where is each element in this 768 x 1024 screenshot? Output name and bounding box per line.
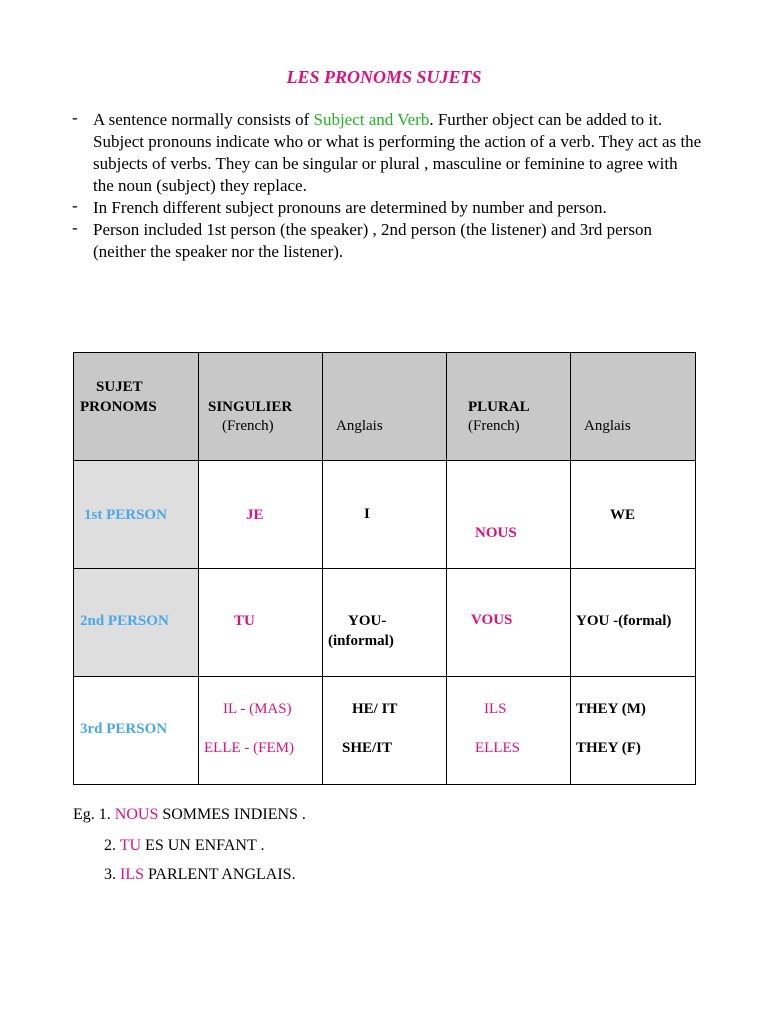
- page-title: LES PRONOMS SUJETS: [286, 67, 482, 87]
- cell-he-she: [323, 677, 447, 785]
- english-she-it: SHE/IT: [342, 740, 393, 756]
- example-3-pronoun: ILS: [120, 866, 144, 883]
- example-1: [73, 806, 306, 824]
- bullet-1-text-a: A sentence normally consists of: [93, 110, 314, 129]
- subject-verb-highlight: Subject and Verb: [313, 110, 430, 129]
- header-anglais-2: [571, 353, 696, 461]
- english-you-informal-line1: YOU-: [348, 613, 387, 629]
- cell-i: [323, 461, 447, 569]
- pronoun-elle: ELLE - (FEM): [204, 740, 294, 756]
- example-1-rest: SOMMES INDIENS .: [158, 806, 306, 823]
- row-label-third-person: [74, 677, 199, 785]
- cell-we: [571, 461, 696, 569]
- bullet-item-2: [72, 197, 702, 219]
- dash-marker: -: [72, 108, 78, 127]
- second-person-label: 2nd PERSON: [80, 613, 169, 629]
- table-row: [74, 569, 696, 677]
- cell-je: [199, 461, 323, 569]
- english-they-f: THEY (F): [576, 740, 641, 756]
- pronoun-table: [73, 352, 696, 785]
- dash-marker: -: [72, 218, 78, 237]
- header-sujet-pronoms: [74, 353, 199, 461]
- pronoun-elles: ELLES: [475, 740, 520, 756]
- english-i: I: [364, 506, 370, 522]
- cell-tu: [199, 569, 323, 677]
- header-anglais-2-label: Anglais: [584, 418, 631, 434]
- english-he-it: HE/ IT: [352, 701, 398, 717]
- cell-they: [571, 677, 696, 785]
- example-3-prefix: 3.: [104, 866, 120, 883]
- header-anglais-1: [323, 353, 447, 461]
- pronoun-je: JE: [246, 507, 264, 523]
- header-singulier-sub: (French): [222, 418, 274, 434]
- english-you-formal: YOU -(formal): [576, 613, 672, 629]
- header-singulier-label: SINGULIER: [208, 399, 293, 415]
- cell-you-formal: [571, 569, 696, 677]
- bullet-item-1: [72, 109, 702, 197]
- header-plural: [447, 353, 571, 461]
- cell-il-elle: [199, 677, 323, 785]
- bullet-1-text-b: . Further object can be added to it. Subject pronouns indicate who or what is performing the action of a verb. They act as the subjects of verbs. They can be singular or plural , masculine or feminine to agree with the noun (subject) they replace.: [93, 110, 702, 195]
- header-plural-label: PLURAL: [468, 399, 530, 415]
- pronoun-nous: NOUS: [475, 525, 517, 541]
- english-you-informal-line2: (informal): [328, 633, 394, 649]
- example-1-prefix: Eg. 1.: [73, 806, 115, 823]
- example-3: [104, 866, 296, 884]
- pronoun-il: IL - (MAS): [223, 701, 292, 717]
- header-sujet: SUJET: [96, 379, 143, 395]
- cell-vous: [447, 569, 571, 677]
- cell-nous: [447, 461, 571, 569]
- example-2-pronoun: TU: [119, 837, 142, 854]
- cell-you-informal: [323, 569, 447, 677]
- table-row: [74, 461, 696, 569]
- example-2-prefix: 2.: [104, 837, 120, 854]
- table-row: [74, 677, 696, 785]
- english-we: WE: [610, 507, 636, 523]
- header-singulier: [199, 353, 323, 461]
- bullet-list: [72, 109, 702, 263]
- example-2: [104, 837, 264, 855]
- table-header-row: [74, 353, 696, 461]
- header-anglais-1-label: Anglais: [336, 418, 383, 434]
- header-plural-sub: (French): [468, 418, 520, 434]
- example-1-pronoun: NOUS: [114, 806, 159, 823]
- example-3-rest: PARLENT ANGLAIS.: [144, 866, 296, 883]
- pronoun-ils: ILS: [484, 701, 507, 717]
- row-label-second-person: [74, 569, 199, 677]
- pronoun-vous: VOUS: [471, 612, 513, 628]
- row-label-first-person: [74, 461, 199, 569]
- cell-ils-elles: [447, 677, 571, 785]
- third-person-label: 3rd PERSON: [80, 721, 168, 737]
- bullet-3-text: Person included 1st person (the speaker) , 2nd person (the listener) and 3rd person (neither the speaker nor the listener).: [93, 220, 652, 261]
- first-person-label: 1st PERSON: [84, 507, 167, 523]
- english-they-m: THEY (M): [576, 701, 646, 717]
- bullet-2-text: In French different subject pronouns are determined by number and person.: [93, 198, 607, 217]
- dash-marker: -: [72, 196, 78, 215]
- header-pronoms: PRONOMS: [80, 399, 157, 415]
- pronoun-tu: TU: [234, 613, 255, 629]
- example-2-rest: ES UN ENFANT .: [141, 837, 265, 854]
- bullet-item-3: [72, 219, 702, 263]
